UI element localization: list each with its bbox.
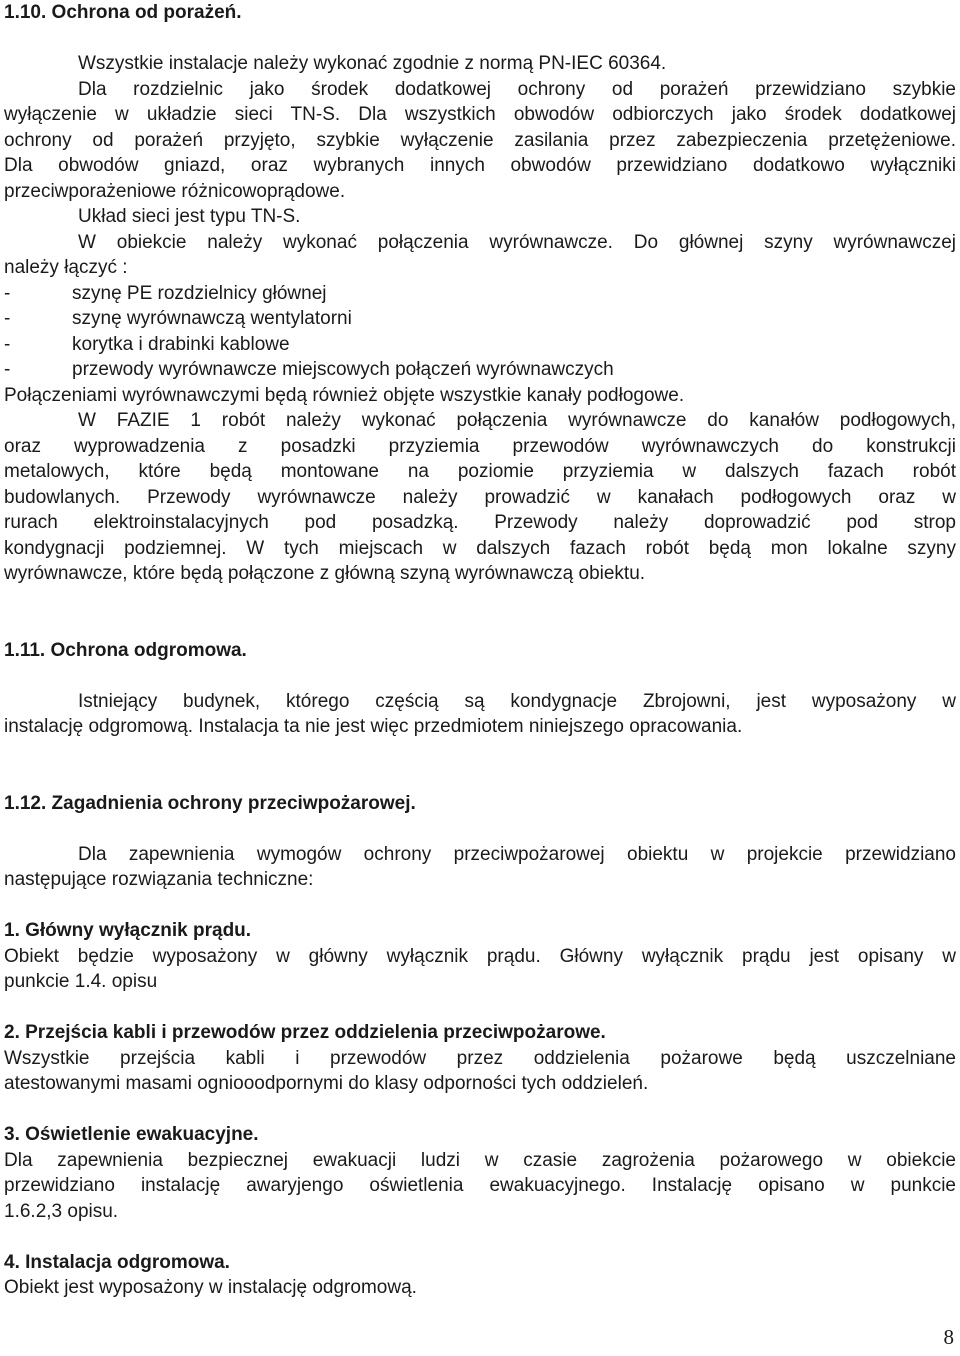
document-page	[4, 0, 956, 1301]
paragraph-line: oraz wyprowadzenia z posadzki przyziemia przewodów wyrównawczych do konstrukcji	[4, 435, 956, 457]
paragraph-line: punkcie 1.4. opisu	[4, 971, 158, 992]
list-item: - szynę PE rozdzielnicy głównej	[4, 282, 327, 304]
list-item: - korytka i drabinki kablowe	[4, 333, 290, 355]
paragraph-line: instalację odgromową. Instalacja ta nie jest więc przedmiotem niniejszego opracowania.	[4, 716, 743, 737]
paragraph-line: 1.6.2,3 opisu.	[4, 1200, 119, 1222]
paragraph-line: rurach elektroinstalacyjnych pod posadzką. Przewody należy doprowadzić pod strop	[4, 512, 956, 533]
paragraph-line: Dla zapewnienia bezpiecznej ewakuacji ludzi w czasie zagrożenia pożarowego w obiekcie	[4, 1149, 956, 1171]
item-heading: 3. Oświetlenie ewakuacyjne.	[4, 1124, 259, 1145]
section-heading-1-11: 1.11. Ochrona odgromowa.	[4, 639, 247, 661]
paragraph-line: przeciwporażeniowe różnicowoprądowe.	[4, 180, 346, 202]
list-item-text: szynę PE rozdzielnicy głównej	[72, 282, 327, 304]
section-heading-1-10: 1.10. Ochrona od porażeń.	[4, 2, 242, 23]
paragraph-line: Dla rozdzielnic jako środek dodatkowej ochrony od porażeń przewidziano szybkie	[78, 78, 956, 100]
paragraph-line: wyłączenie w układzie sieci TN-S. Dla wszystkich obwodów odbiorczych jako środek dodatkowej	[4, 104, 956, 125]
list-item: - szynę wyrównawczą wentylatorni	[4, 308, 352, 329]
paragraph-line: Połączeniami wyrównawczymi będą również objęte wszystkie kanały podłogowe.	[4, 384, 685, 406]
paragraph-line: przewidziano instalację awaryjengo oświetlenia ewakuacyjnego. Instalację opisano w punkcie	[4, 1175, 956, 1196]
list-item: - przewody wyrównawcze miejscowych połączeń wyrównawczych	[4, 359, 614, 380]
paragraph-line: należy łączyć :	[4, 257, 128, 278]
paragraph-line: Obiekt jest wyposażony w instalację odgromową.	[4, 1277, 417, 1298]
paragraph-line: W FAZIE 1 robót należy wykonać połączenia wyrównawcze do kanałów podłogowych,	[78, 410, 956, 431]
paragraph-line: wyrównawcze, które będą połączone z główną szyną wyrównawczą obiektu.	[4, 563, 646, 584]
item-heading: 2. Przejścia kabli i przewodów przez oddzielenia przeciwpożarowe.	[4, 1022, 606, 1043]
paragraph-line: W obiekcie należy wykonać połączenia wyrównawcze. Do głównej szyny wyrównawczej	[78, 231, 956, 253]
paragraph-line: Dla zapewnienia wymogów ochrony przeciwpożarowej obiektu w projekcie przewidziano	[78, 843, 956, 865]
item-heading: 4. Instalacja odgromowa.	[4, 1251, 230, 1273]
list-item-text: korytka i drabinki kablowe	[72, 333, 290, 355]
paragraph-line: następujące rozwiązania techniczne:	[4, 869, 314, 890]
paragraph-line: Wszystkie instalacje należy wykonać zgodnie z normą PN-IEC 60364.	[78, 53, 667, 74]
item-heading: 1. Główny wyłącznik prądu.	[4, 920, 252, 941]
paragraph-line: Istniejący budynek, którego częścią są kondygnacje Zbrojowni, jest wyposażony w	[78, 690, 956, 712]
paragraph-line: Układ sieci jest typu TN-S.	[78, 206, 301, 227]
paragraph-line: Obiekt będzie wyposażony w główny wyłącznik prądu. Główny wyłącznik prądu jest opisany w	[4, 945, 956, 967]
section-heading-1-12: 1.12. Zagadnienia ochrony przeciwpożarowej.	[4, 792, 416, 814]
paragraph-line: budowlanych. Przewody wyrównawcze należy prowadzić w kanałach podłogowych oraz w	[4, 486, 956, 508]
paragraph-line: ochrony od porażeń przyjęto, szybkie wyłączenie zasilania przez zabezpieczenia przetężeniowe.	[4, 129, 956, 151]
page-number: 8	[943, 1325, 954, 1349]
paragraph-line: atestowanymi masami ogniooodpornymi do klasy odporności tych oddzieleń.	[4, 1073, 649, 1094]
list-item-text: przewody wyrównawcze miejscowych połączeń wyrównawczych	[72, 359, 614, 380]
paragraph-line: kondygnacji podziemnej. W tych miejscach w dalszych fazach robót będą mon lokalne szyny	[4, 537, 956, 559]
list-item-text: szynę wyrównawczą wentylatorni	[72, 308, 352, 329]
paragraph-line: metalowych, które będą montowane na poziomie przyziemia w dalszych fazach robót	[4, 461, 956, 482]
paragraph-line: Wszystkie przejścia kabli i przewodów przez oddzielenia pożarowe będą uszczelniane	[4, 1047, 956, 1069]
paragraph-line: Dla obwodów gniazd, oraz wybranych innych obwodów przewidziano dodatkowo wyłączniki	[4, 155, 956, 176]
